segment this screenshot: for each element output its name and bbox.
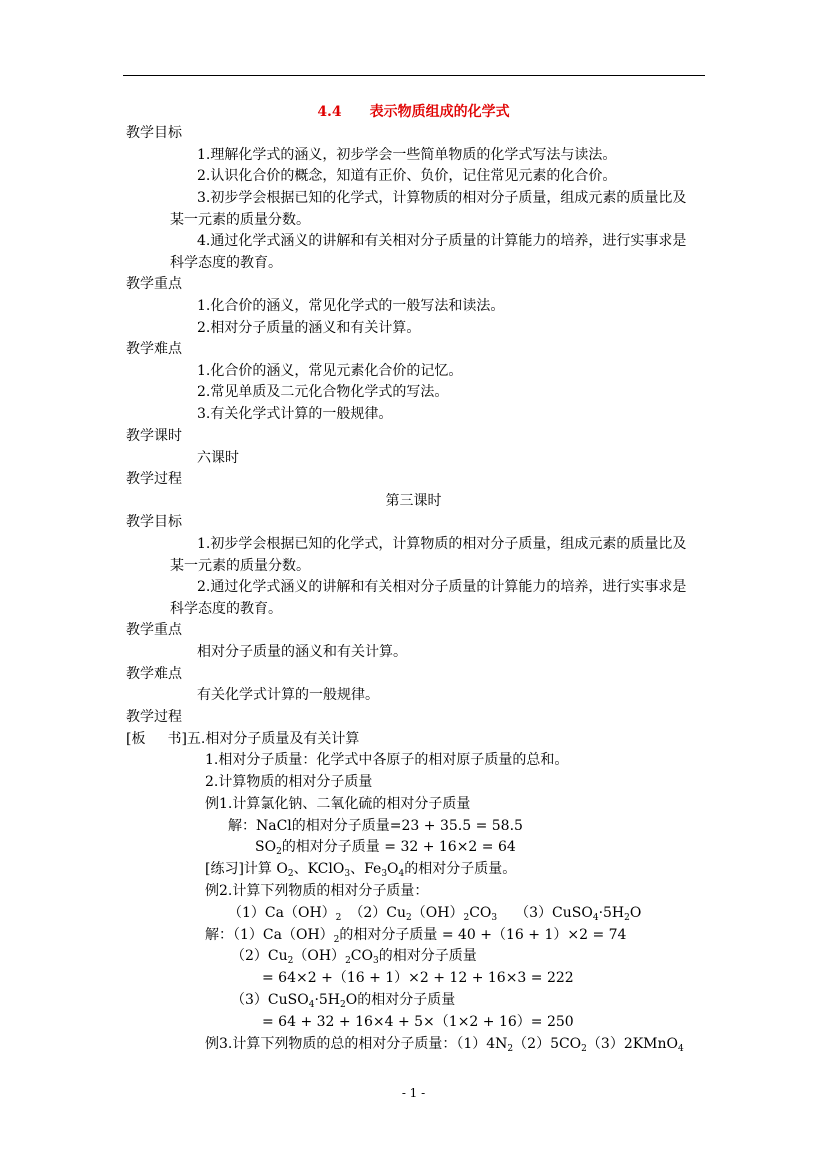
- page-number: - 1 -: [401, 1086, 426, 1100]
- formula-part: （OH）: [411, 905, 464, 921]
- solution-line: = 64×2 +（16 + 1）×2 + 12 + 16×3 = 222: [262, 970, 574, 986]
- header-rule: [123, 75, 705, 76]
- formula-part: O: [387, 861, 399, 877]
- subscript: 2: [276, 847, 282, 857]
- goal-item: 1.初步学会根据已知的化学式，计算物质的相对分子质量，组成元素的质量比及: [197, 536, 687, 552]
- formula-part: [练习]计算 O: [205, 861, 288, 877]
- subscript: 2: [624, 913, 630, 923]
- goal-item-cont: 科学态度的教育。: [170, 255, 282, 271]
- formula-part: CO: [469, 905, 492, 921]
- heading-process: 教学过程: [126, 709, 182, 725]
- document-title: [0, 101, 827, 121]
- formula-part: （3）CuSO: [515, 905, 593, 921]
- solution-line: [205, 925, 626, 945]
- formula-part: 、Fe: [350, 861, 382, 877]
- solution-line: [231, 990, 455, 1010]
- formula-part: O的相对分子质量: [345, 992, 456, 1008]
- subheading: 2.计算物质的相对分子质量: [205, 774, 373, 790]
- example-1: 例1.计算氯化钠、二氧化硫的相对分子质量: [205, 796, 471, 812]
- goal-item-cont: 某一元素的质量分数。: [170, 558, 310, 574]
- definition-line: 1.相对分子质量：化学式中各原子的相对原子质量的总和。: [205, 752, 569, 768]
- formula-part: ·5H: [598, 905, 625, 921]
- goal-item-cont: 科学态度的教育。: [170, 601, 282, 617]
- board-label-b: 书]五.相对分子质量及有关计算: [167, 731, 360, 747]
- solution-line: = 64 + 32 + 16×4 + 5×（1×2 + 16）= 250: [262, 1014, 574, 1030]
- solution-line: 解：NaCl的相对分子质量=23 + 35.5 = 58.5: [228, 818, 523, 834]
- goal-item-cont: 某一元素的质量分数。: [170, 212, 310, 228]
- formula-part: ·5H: [314, 992, 341, 1008]
- subscript: 4: [308, 1000, 315, 1010]
- formula-part: 、KClO: [293, 861, 345, 877]
- difficulty-item: 有关化学式计算的一般规律。: [197, 687, 379, 703]
- subscript: 2: [463, 913, 470, 923]
- goal-item: 2.认识化合价的概念，知道有正价、负价，记住常见元素的化合价。: [197, 168, 617, 184]
- example-2-items: [228, 903, 641, 923]
- formula-part: 的相对分子质量: [378, 948, 477, 964]
- formula-part: 的相对分子质量 = 32 + 16×2 = 64: [281, 839, 516, 855]
- formula-part: （1）Ca（OH）: [228, 905, 336, 921]
- formula-part: 的相对分子质量 = 40 +（16 + 1）×2 = 74: [339, 927, 627, 943]
- difficulty-item: 3.有关化学式计算的一般规律。: [197, 406, 393, 422]
- section-number: 4.4: [317, 104, 342, 120]
- formula-part: CO: [350, 948, 373, 964]
- formula-part: （2）Cu: [231, 948, 288, 964]
- subscript: 4: [398, 869, 405, 879]
- section-title: 表示物质组成的化学式: [369, 104, 510, 120]
- subscript: 2: [287, 869, 294, 879]
- formula-part: （2）5CO: [513, 1036, 582, 1052]
- hours-value: 六课时: [197, 450, 239, 466]
- heading-process: 教学过程: [126, 471, 182, 487]
- goal-item: 1.理解化学式的涵义，初步学会一些简单物质的化学式写法与读法。: [197, 147, 617, 163]
- heading-teaching-goals: 教学目标: [126, 514, 182, 530]
- subscript: 2: [581, 1044, 587, 1054]
- lesson-title: 第三课时: [385, 493, 442, 509]
- subscript: 2: [287, 956, 294, 966]
- goal-item: 4.通过化学式涵义的讲解和有关相对分子质量的计算能力的培养，进行实事求是: [197, 233, 687, 249]
- board-label-a: [板: [126, 731, 146, 747]
- formula-part: 例3.计算下列物质的总的相对分子质量：（1）4N: [205, 1036, 508, 1052]
- formula-part: 的相对分子质量。: [404, 861, 517, 877]
- subscript: 3: [344, 869, 351, 879]
- difficulty-item: 1.化合价的涵义，常见元素化合价的记忆。: [197, 363, 463, 379]
- example-3: [205, 1034, 684, 1054]
- formula-part: （3）2KMnO: [586, 1036, 679, 1052]
- key-item: 1.化合价的涵义，常见化学式的一般写法和读法。: [197, 298, 505, 314]
- subscript: 2: [333, 935, 340, 945]
- subscript: 2: [507, 1044, 514, 1054]
- heading-key-points: 教学重点: [126, 276, 182, 292]
- formula-part: SO: [255, 839, 277, 855]
- example-2: 例2.计算下列物质的相对分子质量：: [205, 883, 429, 899]
- subscript: 3: [381, 869, 388, 879]
- subscript: 2: [406, 913, 412, 923]
- heading-hours: 教学课时: [126, 428, 182, 444]
- subscript: 2: [340, 1000, 346, 1010]
- heading-difficulties: 教学难点: [126, 666, 182, 682]
- formula-part: （2）Cu: [349, 905, 407, 921]
- subscript: 2: [345, 956, 351, 966]
- key-item: 2.相对分子质量的涵义和有关计算。: [197, 320, 421, 336]
- goal-item: 2.通过化学式涵义的讲解和有关相对分子质量的计算能力的培养，进行实事求是: [197, 579, 687, 595]
- key-item: 相对分子质量的涵义和有关计算。: [197, 644, 407, 660]
- subscript: 3: [373, 956, 379, 966]
- formula-part: （3）CuSO: [231, 992, 309, 1008]
- formula-part: 解：（1）Ca（OH）: [205, 927, 334, 943]
- practice-line: [205, 859, 516, 879]
- heading-teaching-goals: 教学目标: [126, 125, 182, 141]
- subscript: 4: [678, 1044, 684, 1054]
- heading-difficulties: 教学难点: [126, 341, 182, 357]
- subscript: 3: [491, 913, 498, 923]
- subscript: 4: [592, 913, 599, 923]
- formula-part: （OH）: [293, 948, 346, 964]
- formula-part: O: [629, 905, 642, 921]
- goal-item: 3.初步学会根据已知的化学式，计算物质的相对分子质量，组成元素的质量比及: [197, 190, 687, 206]
- solution-line: [255, 837, 516, 857]
- heading-key-points: 教学重点: [126, 622, 182, 638]
- difficulty-item: 2.常见单质及二元化合物化学式的写法。: [197, 384, 449, 400]
- subscript: 2: [335, 913, 342, 923]
- board-note: [126, 729, 359, 749]
- solution-line: [231, 946, 477, 966]
